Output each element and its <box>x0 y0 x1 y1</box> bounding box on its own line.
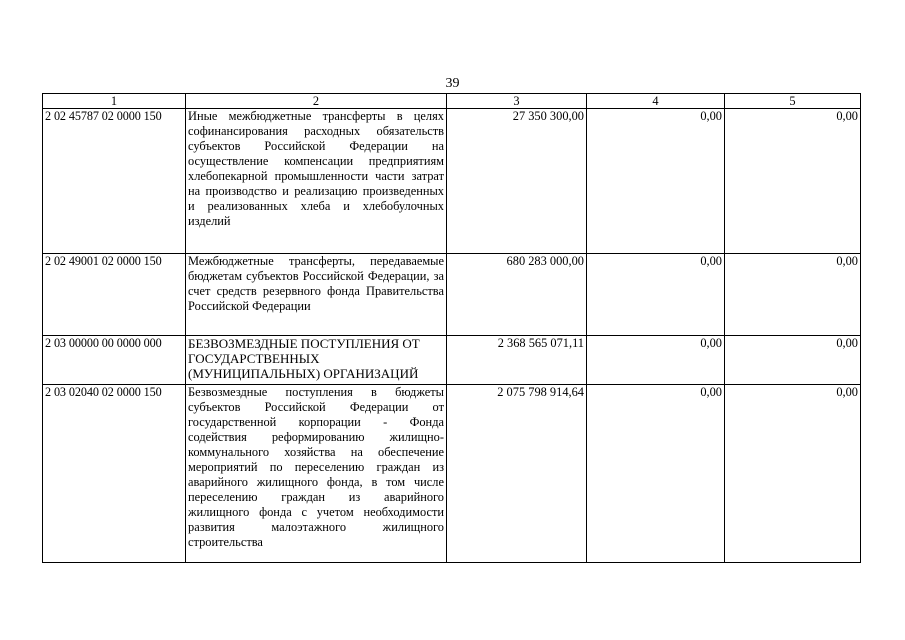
table-row <box>43 336 861 385</box>
table-row <box>43 109 861 254</box>
header-col-1: 1 <box>43 94 186 109</box>
budget-code: 2 03 00000 00 0000 000 <box>43 336 186 385</box>
budget-item-name: БЕЗВОЗМЕЗДНЫЕ ПОСТУПЛЕНИЯ ОТ ГОСУДАРСТВЕННЫХ (МУНИЦИПАЛЬНЫХ) ОРГАНИЗАЦИЙ <box>186 336 447 385</box>
header-col-3: 3 <box>447 94 587 109</box>
amount-col-4: 0,00 <box>587 254 725 336</box>
budget-item-name: Межбюджетные трансферты, передаваемые бюджетам субъектов Российской Федерации, за счет средств резервного фонда Правительства Российской Федерации <box>186 254 447 336</box>
amount-col-3: 2 368 565 071,11 <box>447 336 587 385</box>
header-col-2: 2 <box>186 94 447 109</box>
table-header-row <box>43 94 861 109</box>
budget-code: 2 02 49001 02 0000 150 <box>43 254 186 336</box>
amount-col-4: 0,00 <box>587 109 725 254</box>
table-row <box>43 385 861 563</box>
budget-item-name: Иные межбюджетные трансферты в целях софинансирования расходных обязательств субъектов Российской Федерации на осуществление компенсации предприятиям хлебопекарной промышленности части затрат на производство и реализацию произведенных и реализованных хлеба и хлебобулочных изделий <box>186 109 447 254</box>
budget-item-name: Безвозмездные поступления в бюджеты субъектов Российской Федерации от государственной корпорации - Фонда содействия реформированию жилищно-коммунального хозяйства на обеспечение мероприятий по переселению граждан из аварийного жилищного фонда, в том числе переселению граждан из аварийного жилищного фонда с учетом необходимости развития малоэтажного жилищного строительства <box>186 385 447 563</box>
amount-col-4: 0,00 <box>587 336 725 385</box>
budget-code: 2 02 45787 02 0000 150 <box>43 109 186 254</box>
budget-table <box>42 93 861 563</box>
page-number: 39 <box>445 76 460 91</box>
amount-col-5: 0,00 <box>725 109 861 254</box>
budget-code: 2 03 02040 02 0000 150 <box>43 385 186 563</box>
table-row <box>43 254 861 336</box>
header-col-5: 5 <box>725 94 861 109</box>
amount-col-3: 680 283 000,00 <box>447 254 587 336</box>
amount-col-4: 0,00 <box>587 385 725 563</box>
amount-col-3: 2 075 798 914,64 <box>447 385 587 563</box>
amount-col-3: 27 350 300,00 <box>447 109 587 254</box>
header-col-4: 4 <box>587 94 725 109</box>
amount-col-5: 0,00 <box>725 385 861 563</box>
amount-col-5: 0,00 <box>725 336 861 385</box>
amount-col-5: 0,00 <box>725 254 861 336</box>
